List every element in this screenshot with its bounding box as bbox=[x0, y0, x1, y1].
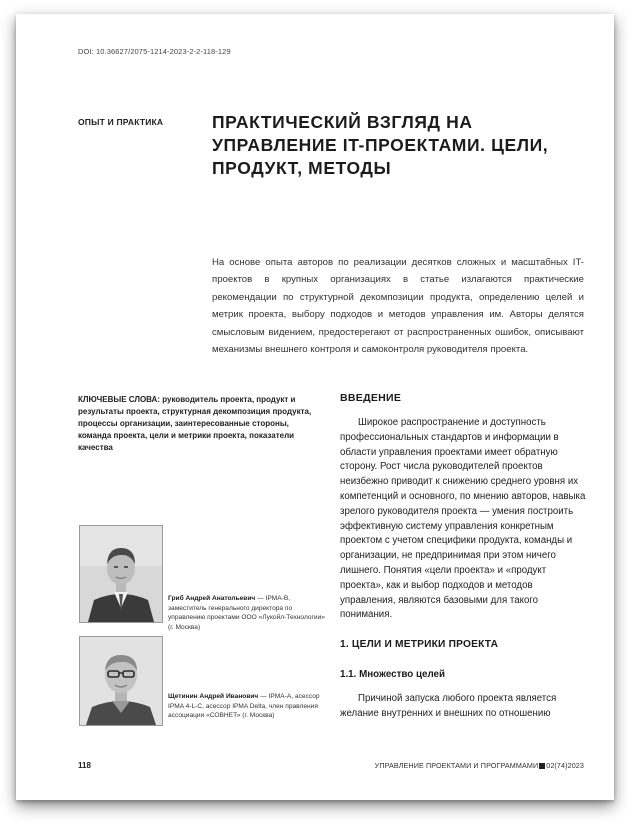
abstract: На основе опыта авторов по реализации десятков сложных и масштабных IT-проектов в крупных организациях в статье излагаются практические рекомендации по структурной декомпозиции продукта, определению целей и метрик проекта, выбору подходов и методов управления им. Авторы делятся смысловым видением, предостерегают от распространенных ошибок, описывают механизмы внешнего контроля и самоконтроля руководителя проекта. bbox=[212, 257, 584, 356]
journal-footer bbox=[375, 761, 584, 770]
paper-page bbox=[16, 14, 614, 800]
intro-heading: ВВЕДЕНИЕ bbox=[340, 392, 402, 404]
section-1-heading: 1. ЦЕЛИ И МЕТРИКИ ПРОЕКТА bbox=[340, 639, 499, 650]
journal-name: УПРАВЛЕНИЕ ПРОЕКТАМИ И ПРОГРАММАМИ bbox=[374, 761, 539, 770]
square-separator-icon bbox=[539, 763, 545, 769]
journal-issue: 02(74)2023 bbox=[546, 761, 584, 770]
subsection-1-1-heading: 1.1. Множество целей bbox=[340, 669, 446, 680]
article-title: ПРАКТИЧЕСКИЙ ВЗГЛЯД НА УПРАВЛЕНИЕ IT-ПРОЕКТАМИ. ЦЕЛИ, ПРОДУКТ, МЕТОДЫ bbox=[212, 112, 549, 178]
section-label: ОПЫТ И ПРАКТИКА bbox=[78, 117, 164, 127]
author-2-bio: — IPMA-A, асессор IPMA 4-L-C, асессор IPMA Delta, член правления ассоциации «СОВНЕТ» (г. Москва) bbox=[168, 693, 320, 720]
intro-paragraph: Широкое распространение и доступность профессиональных стандартов и информации в области управления проектами имеет обратную сторону. Рост числа руководителей проектов неизбежно приводит к снижению среднего уровня их компетенций и основного, по мнению авторов, навыка зрелого руководителя проекта — умения построить эффективную систему управления конкретным проектом с учетом специфики продукта, команды и организации, не предпринимая при этом ничего лишнего. Понятия «цели проекта» и «продукт проекта», как и выбор подходов и методов управления, являются базовыми для такого понимания. bbox=[340, 417, 586, 621]
author-2-name: Щетинин Андрей Иванович bbox=[168, 693, 259, 700]
author-1-bio: — IPMA-B, заместитель генерального директора по управлению проектами ООО «Лукойл-Технологии» (г. Москва) bbox=[168, 595, 325, 631]
doi-line: DOI: 10.36627/2075-1214-2023-2-2-118-129 bbox=[78, 47, 231, 56]
author-photo-1 bbox=[79, 525, 163, 623]
author-photo-2 bbox=[79, 636, 163, 726]
author-1 bbox=[168, 594, 330, 632]
keywords: КЛЮЧЕВЫЕ СЛОВА: руководитель проекта, продукт и результаты проекта, структурная декомпозиция продукта, процессы организации, заинтересованные стороны, команда проекта, цели и метрики проекта, показатели качества bbox=[78, 395, 312, 452]
author-1-name: Гриб Андрей Анатольевич bbox=[168, 595, 256, 602]
page-number: 118 bbox=[78, 761, 91, 770]
section-1-1-paragraph: Причиной запуска любого проекта является желание внутренних и внешних по отношению bbox=[340, 693, 557, 719]
author-2 bbox=[168, 692, 330, 721]
